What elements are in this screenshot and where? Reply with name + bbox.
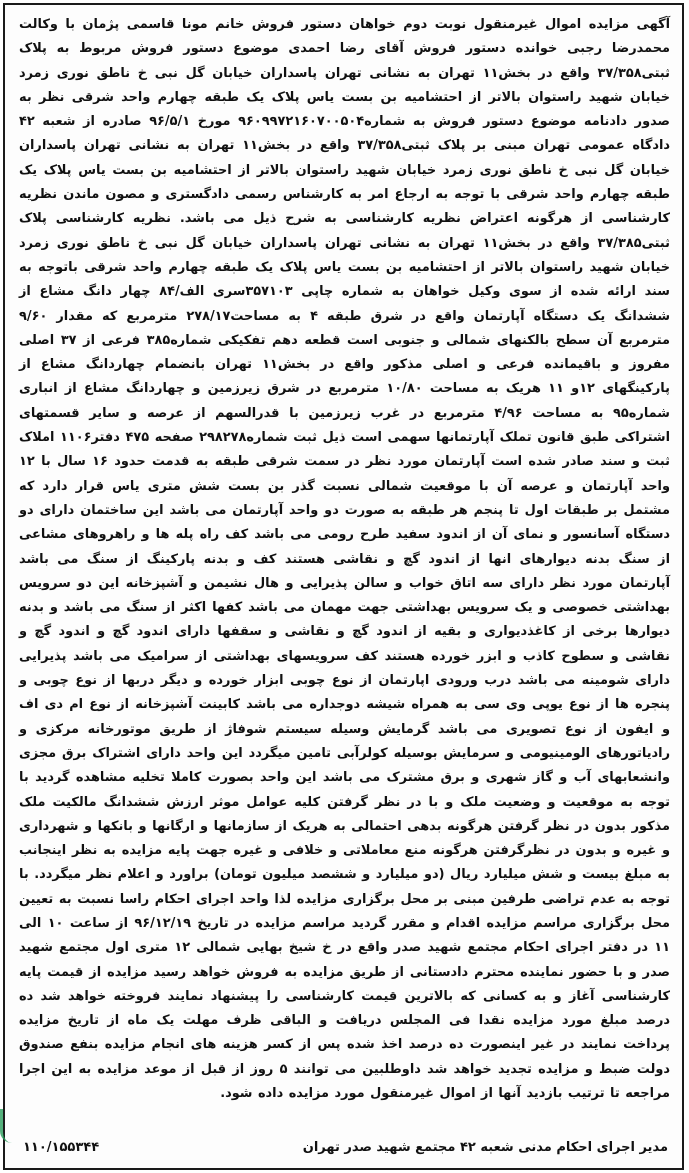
auction-notice-body: آگهی مزایده اموال غیرمنقول نوبت دوم خواهان دستور فروش خانم مونا قاسمی پژمان با وکالت محمدرضا رجبی خوانده دستور فروش آقای رضا احمدی موضوع دستور فروش مربوط به پلاک ثبتی۳۷/۳۵۸ واقع در بخش۱۱ تهران به نشانی تهران پاسداران خیابان گل نبی خ ناطق نوری زمرد خیابان شهید راستوان بالاتر از احتشامیه بن بست یاس پلاک یک طبقه چهارم واحد شرقی نظر به صدور دادنامه موضوع دستور فروش به شماره۹۶۰۹۹۷۲۱۶۰۷۰۰۵۰۴ مورخ ۹۶/۵/۱ صادره از شعبه ۴۲ دادگاه عمومی تهران مبنی بر پلاک ثبتی۳۷/۳۵۸ واقع در بخش۱۱ تهران به نشانی تهران پاسداران خیابان گل نبی خ ناطق نوری زمرد خیابان شهید راستوان بالاتر از احتشامیه بن بست یاس پلاک یک طبقه چهارم واحد شرقی با توجه به ارجاع امر به کارشناس رسمی دادگستری و مصون ماندن نظریه کارشناسی از هرگونه اعتراض نظریه کارشناسی به شرح ذیل می باشد. نظریه کارشناسی پلاک ثبتی۳۷/۳۸۵ واقع در بخش۱۱ تهران به نشانی تهران پاسداران خیابان گل نبی خ ناطق نوری زمرد خیابان شهید راستوان بالاتر از احتشامیه بن بست یاس پلاک یک طبقه چهارم واحد شرقی باتوجه به سند ارائه شده از سوی وکیل خواهان به شماره چاپی ۳۵۷۱۰۳سری الف/۸۴ چهار دانگ مشاع از ششدانگ یک دستگاه آپارتمان واقع در شرق طبقه ۴ به مساحت۲۷۸/۱۷ مترمربع که مقدار ۹/۶۰ مترمربع آن سطح بالکنهای شمالی و جنوبی است قطعه دهم تفکیکی شماره۳۸۵ فرعی از ۳۷ اصلی مفروز و باقیمانده فرعی و اصلی مذکور واقع در بخش۱۱ تهران بانضمام چهاردانگ مشاع از پارکینگهای ۱۲و ۱۱ هریک به مساحت ۱۰/۸۰ مترمربع در شرق زیرزمین و چهاردانگ مشاع از انباری شماره۹۵ به مساحت ۴/۹۶ مترمربع در غرب زیرزمین با قدرالسهم از عرصه و سایر قسمتهای اشتراکی طبق قانون تملک آپارتمانها سهمی است ذیل ثبت شماره۲۹۸۲۷۸ صفحه ۴۷۵ دفتر۱۱۰۶ املاک ثبت و سند صادر شده است آپارتمان مورد نظر در سمت شرقی طبقه به قدمت حدود ۱۶ سال با ۱۲ واحد آپارتمان و عرصه آن با موقعیت شمالی نسبت گذر بن بست شش متری یاس قرار دارد که مشتمل بر طبقات اول تا پنجم هر طبقه به صورت دو واحد آپارتمان می باشد این ساختمان دارای دو دستگاه آسانسور و نمای آن از اندود سفید طرح رومی می باشد کف راه پله ها و راهروهای مشاعی از سنگ بدنه دیوارهای انها از اندود گچ و نقاشی هستند کف و بدنه پارکینگ از سنگ می باشد آپارتمان مورد نظر دارای سه اتاق خواب و سالن پذیرایی و هال نشیمن و آشپزخانه این دو سرویس بهداشتی خصوصی و یک سرویس بهداشتی جهت مهمان می باشد کفها اکثر از سنگ می باشد و بدنه دیوارها برخی از کاغذدیواری و بقیه از اندود گچ و نقاشی و سقفها دارای اندود گچ و اندود گچ و نقاشی و سطوح کاذب و ابزر خورده هستند کف سرویسهای بهداشتی از سرامیک می باشد پذیرایی دارای شومینه می باشد درب ورودی اپارتمان از نوع چوبی ابزار خورده و دیگر دربها از نوع چوبی و پنجره ها از نوع یوپی وی سی به همراه شیشه دوجداره می باشد کابینت آشپزخانه از نوع ام دی اف و ایفون از نوع تصویری می باشد گرمایش وسیله سیستم شوفاژ از طریق موتورخانه مرکزی و رادیاتورهای الومینیومی و سرمایش بوسیله کولرآبی تامین میگردد این واحد دارای اشتراک برق مجزی وانشعابهای آب و گاز شهری و برق مشترک می باشد این واحد بصورت کاملا تخلیه مشاهده گردید با توجه به موقعیت و وضعیت ملک و با در نظر گرفتن کلیه عوامل موثر ارزش ششدانگ مالکیت ملک مذکور بدون در نظر گرفتن هرگونه بدهی احتمالی به هریک از سازمانها و ارگانها و بانکها و شهرداری و غیره و بدون در نظرگرفتن هرگونه منع معاملاتی و خلافی و غیره جهت پایه مزایده به نظر اینجانب به مبلغ بیست و شش میلیارد ریال (دو میلیارد و ششصد میلیون تومان) براورد و اعلام نظر میگردد. با توجه به عدم تراضی طرفین مبنی بر محل برگزاری مزایده لذا واحد اجرای احکام راسا نسبت به تعیین محل برگزاری مراسم مزایده اقدام و مقرر گردید مراسم مزایده در تاریخ ۹۶/۱۲/۱۹ از ساعت ۱۰ الی ۱۱ در دفتر اجرای احکام مجتمع شهید صدر واقع در خ شیخ بهایی شمالی ۱۲ متری اول مجتمع شهید صدر و با حضور نماینده محترم دادستانی از طریق مزایده به فروش خواهد رسید مزایده از قیمت پایه کارشناسی آغاز و به کسانی که بالاترین قیمت کارشناسی را پیشنهاد نمایند فروخته خواهد شد ده درصد مبلغ مورد مزایده نقدا فی المجلس دریافت و الباقی ظرف مهلت یک ماه از تاریخ مزایده پرداخت نمایند در غیر اینصورت ده درصد اخذ شده پس از کسر هزینه های انجام مزایده بنفع صندوق دولت ضبط و مزایده تجدید خواهد شد داوطلبین می توانند ۵ روز از قبل از موعد مزایده به این اجرا مراجعه تا ترتیب بازدید آنها از اموال غیرمنقول مورد مزایده داده شود.	[19, 17, 671, 1102]
issuer-signature: مدیر اجرای احکام مدنی شعبه ۴۲ مجتمع شهید صدر تهران	[302, 1139, 668, 1155]
notice-frame	[3, 3, 684, 1170]
notice-footer	[23, 1134, 668, 1160]
stamp-mark	[0, 1109, 19, 1143]
notice-code: ۱۱۰/۱۵۵۳۴۴	[23, 1139, 100, 1155]
